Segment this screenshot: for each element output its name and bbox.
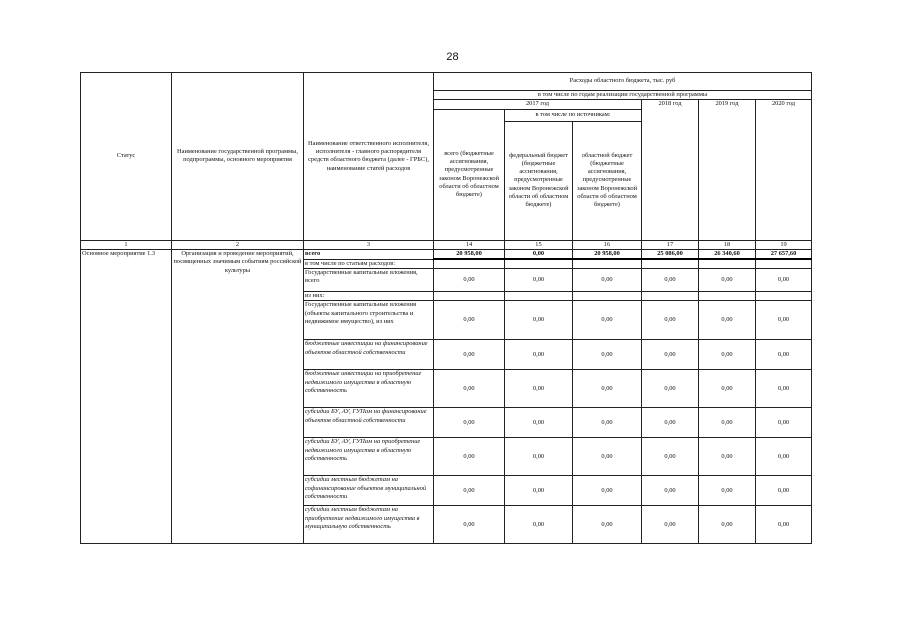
header-expenses-title: Расходы областного бюджета, тыс. руб <box>434 73 812 91</box>
budget-table <box>80 72 812 544</box>
header-year-2019: 2019 год <box>699 100 756 240</box>
expense-value <box>573 259 642 268</box>
expense-value: 0,00 <box>699 301 756 340</box>
expense-value <box>756 292 812 301</box>
expense-value: 0,00 <box>699 408 756 438</box>
table-row <box>81 249 812 259</box>
status-cell: Основное мероприятие 1.3 <box>81 249 172 543</box>
expense-item-name: субсидии местным бюджетам на софинансирование объектов муниципальной собственности <box>304 476 434 506</box>
column-number: 19 <box>756 240 812 249</box>
header-year-2020: 2020 год <box>756 100 812 240</box>
header-year-2018: 2018 год <box>642 100 699 240</box>
expense-value: 0,00 <box>505 301 573 340</box>
expense-value: 0,00 <box>642 269 699 292</box>
expense-item-name: всего <box>304 249 434 259</box>
column-number: 16 <box>573 240 642 249</box>
expense-value: 0,00 <box>756 506 812 544</box>
expense-value <box>434 292 505 301</box>
header-total: всего (бюджетные ассигнования, предусмотренные законом Воронежской области об областном бюджете) <box>434 109 505 240</box>
column-number: 15 <box>505 240 573 249</box>
expense-value <box>756 259 812 268</box>
expense-value: 0,00 <box>505 506 573 544</box>
expense-value <box>434 259 505 268</box>
page-number: 28 <box>446 51 459 63</box>
expense-value: 0,00 <box>434 438 505 476</box>
expense-value: 0,00 <box>642 370 699 408</box>
expense-value: 0,00 <box>505 340 573 370</box>
header-program: Наименование государственной программы, подпрограммы, основного мероприятия <box>172 73 304 241</box>
expense-item-name: из них: <box>304 292 434 301</box>
expense-value: 0,00 <box>756 438 812 476</box>
expense-value: 0,00 <box>434 340 505 370</box>
expense-value: 0,00 <box>573 476 642 506</box>
column-number: 2 <box>172 240 304 249</box>
header-federal: федеральный бюджет (бюджетные ассигнования, предусмотренные законом Воронежской области об областном бюджете) <box>505 121 573 240</box>
expense-value: 0,00 <box>642 301 699 340</box>
expense-value <box>573 292 642 301</box>
expense-item-name: в том числе по статьям расходов: <box>304 259 434 268</box>
expense-value: 0,00 <box>642 340 699 370</box>
column-number: 17 <box>642 240 699 249</box>
expense-value: 20 958,00 <box>434 249 505 259</box>
expense-value: 0,00 <box>573 370 642 408</box>
expense-value: 0,00 <box>434 506 505 544</box>
expense-value: 0,00 <box>573 301 642 340</box>
expense-value: 0,00 <box>573 408 642 438</box>
expense-value: 0,00 <box>756 476 812 506</box>
expense-item-name: субсидии БУ, АУ, ГУПам на финансирование объектов областной собственности <box>304 408 434 438</box>
header-by-years: в том числе по годам реализации государственной программы <box>434 91 812 100</box>
expense-value: 0,00 <box>434 370 505 408</box>
column-number: 1 <box>81 240 172 249</box>
expense-value: 0,00 <box>756 269 812 292</box>
expense-value <box>642 259 699 268</box>
expense-value: 0,00 <box>434 476 505 506</box>
header-year-2017: 2017 год <box>434 100 642 109</box>
expense-item-name: бюджетные инвестиции на приобретение недвижимого имущества в областную собственность <box>304 370 434 408</box>
expense-value <box>505 292 573 301</box>
expense-value <box>699 259 756 268</box>
expense-value <box>505 259 573 268</box>
header-by-sources: в том числе по источникам: <box>505 109 642 121</box>
expense-item-name: Государственные капитальные вложения (объекты капитального строительства и недвижимое имущество), из них <box>304 301 434 340</box>
expense-value: 0,00 <box>699 370 756 408</box>
expense-value: 0,00 <box>699 476 756 506</box>
expense-item-name: Государственные капитальные вложения, всего <box>304 269 434 292</box>
expense-value: 0,00 <box>505 408 573 438</box>
expense-value: 25 086,00 <box>642 249 699 259</box>
expense-value: 0,00 <box>756 408 812 438</box>
expense-value: 0,00 <box>756 301 812 340</box>
expense-value: 0,00 <box>699 438 756 476</box>
expense-value: 0,00 <box>699 340 756 370</box>
expense-value: 0,00 <box>573 269 642 292</box>
column-number: 14 <box>434 240 505 249</box>
expense-item-name: бюджетные инвестиции на финансирование объектов областной собственности <box>304 340 434 370</box>
expense-value: 0,00 <box>573 340 642 370</box>
column-number: 18 <box>699 240 756 249</box>
expense-value: 0,00 <box>756 340 812 370</box>
expense-value <box>699 292 756 301</box>
expense-value: 0,00 <box>434 301 505 340</box>
expense-value: 0,00 <box>573 438 642 476</box>
expense-item-name: субсидии местным бюджетам на приобретение недвижимого имущества в муниципальную собственность <box>304 506 434 544</box>
expense-value: 0,00 <box>573 506 642 544</box>
expense-value: 0,00 <box>434 408 505 438</box>
expense-value: 0,00 <box>642 506 699 544</box>
expense-value: 0,00 <box>505 269 573 292</box>
program-cell: Организация и проведение мероприятий, посвященных значимым событиям российской культуры <box>172 249 304 543</box>
expense-value: 0,00 <box>756 370 812 408</box>
expense-value: 0,00 <box>505 476 573 506</box>
header-executor: Наименование ответственного исполнителя, исполнителя - главного распорядителя средств областного бюджета (далее - ГРБС), наименование статей расходов <box>304 73 434 241</box>
expense-value <box>642 292 699 301</box>
expense-value: 0,00 <box>505 249 573 259</box>
header-regional: областной бюджет (бюджетные ассигнования, предусмотренные законом Воронежской области об областном бюджете) <box>573 121 642 240</box>
expense-value: 0,00 <box>434 269 505 292</box>
expense-item-name: субсидии БУ, АУ, ГУПам на приобретение недвижимого имущества в областную собственность <box>304 438 434 476</box>
expense-value: 20 958,00 <box>573 249 642 259</box>
expense-value: 0,00 <box>642 476 699 506</box>
expense-value: 26 340,60 <box>699 249 756 259</box>
expense-value: 0,00 <box>642 438 699 476</box>
expense-value: 0,00 <box>505 370 573 408</box>
expense-value: 27 657,60 <box>756 249 812 259</box>
expense-value: 0,00 <box>699 506 756 544</box>
expense-value: 0,00 <box>505 438 573 476</box>
column-number: 3 <box>304 240 434 249</box>
expense-value: 0,00 <box>699 269 756 292</box>
expense-value: 0,00 <box>642 408 699 438</box>
header-status: Статус <box>81 73 172 241</box>
